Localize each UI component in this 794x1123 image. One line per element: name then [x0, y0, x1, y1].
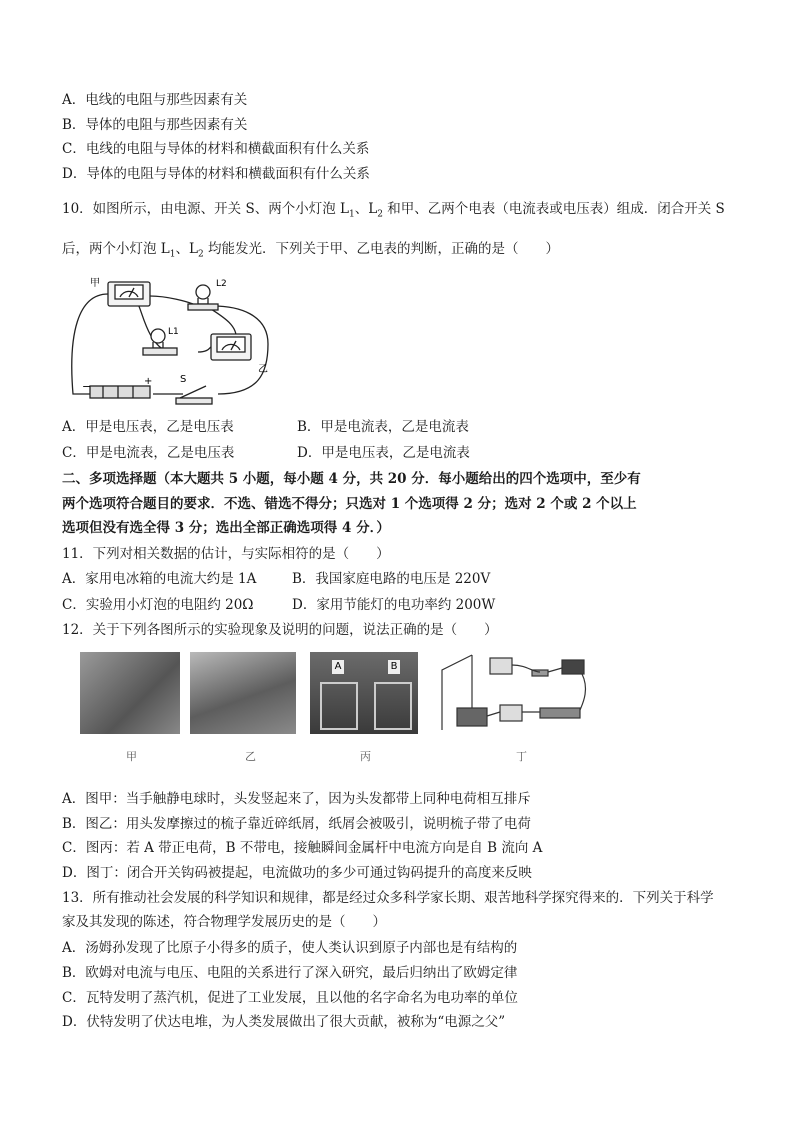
q11-option-a: A．家用电冰箱的电流大约是 1A	[62, 571, 257, 587]
q12-stem: 12．关于下列各图所示的实验现象及说明的问题，说法正确的是（ ）	[62, 622, 498, 638]
photo-jia	[80, 652, 180, 734]
q9-option-b: B．导体的电阻与那些因素有关	[62, 117, 248, 133]
section2-header-line3: 选项但没有选全得 3 分；选出全部正确选项得 4 分．）	[62, 520, 390, 536]
q12-option-a: A．图甲：当手触静电球时，头发竖起来了，因为头发都带上同种电荷相互排斥	[62, 791, 531, 807]
q9-option-a: A．电线的电阻与那些因素有关	[62, 92, 248, 108]
electroscope-a	[320, 682, 358, 730]
subscript: 2	[197, 249, 204, 260]
caption-jia: 甲	[126, 750, 137, 763]
q13-stem-line2: 家及其发现的陈述，符合物理学发展历史的是（ ）	[62, 914, 386, 930]
section2-header-line1: 二、多项选择题（本大题共 5 小题，每小题 4 分，共 20 分．每小题给出的四个选项中，至少有	[62, 471, 641, 487]
caption-ding: 丁	[516, 750, 527, 763]
label-minus: −	[82, 380, 92, 393]
label-yi: 乙	[258, 364, 268, 375]
q10-text: 10．如图所示，由电源、开关 S、两个小灯泡 L	[62, 201, 349, 217]
q13-stem-line1: 13．所有推动社会发展的科学知识和规律，都是经过众多科学家长期、艰苦地科学探究得来的．下列关于科学	[62, 890, 714, 906]
electroscope-b	[374, 682, 412, 730]
subscript: 1	[348, 209, 355, 220]
q11-stem: 11．下列对相关数据的估计，与实际相符的是（ ）	[62, 546, 390, 562]
label-L2: L2	[216, 279, 227, 289]
q10-stem-line2	[62, 240, 559, 264]
q10-stem-line1	[62, 200, 725, 224]
label-L1: L1	[168, 327, 179, 337]
label-S: S	[180, 374, 187, 385]
q12-option-c: C．图丙：若 A 带正电荷，B 不带电，接触瞬间金属杆中电流方向是自 B 流向 A	[62, 840, 543, 856]
q10-option-c: C．甲是电流表，乙是电压表	[62, 445, 235, 461]
q10-text: 和甲、乙两个电表（电流表或电压表）组成．闭合开关 S	[382, 201, 725, 217]
photo-ding-circuit	[432, 650, 592, 740]
q10-text: 后，两个小灯泡 L	[62, 241, 170, 257]
caption-bing: 丙	[360, 750, 371, 763]
subscript: 1	[169, 249, 176, 260]
q12-option-b: B．图乙：用头发摩擦过的梳子靠近碎纸屑，纸屑会被吸引，说明梳子带了电荷	[62, 816, 531, 832]
photo-yi	[190, 652, 296, 734]
q13-option-a: A．汤姆孙发现了比原子小得多的质子，使人类认识到原子内部也是有结构的	[62, 940, 518, 956]
q10-text: 均能发光．下列关于甲、乙电表的判断，正确的是（ ）	[203, 241, 559, 257]
q11-option-c: C．实验用小灯泡的电阻约 20Ω	[62, 597, 254, 613]
q10-text: 、L	[175, 241, 198, 257]
photo-bing	[310, 652, 418, 734]
q10-text: 、L	[354, 201, 378, 217]
q9-option-c: C．电线的电阻与导体的材料和横截面积有什么关系	[62, 141, 370, 157]
q10-circuit-diagram	[68, 274, 283, 409]
q13-option-b: B．欧姆对电流与电压、电阻的关系进行了深入研究，最后归纳出了欧姆定律	[62, 965, 518, 981]
subscript: 2	[377, 209, 383, 220]
q13-option-c: C．瓦特发明了蒸汽机，促进了工业发展，且以他的名字命名为电功率的单位	[62, 990, 518, 1006]
label-jia: 甲	[90, 278, 100, 289]
q11-option-b: B．我国家庭电路的电压是 220V	[292, 571, 491, 587]
q10-option-b: B．甲是电流表，乙是电流表	[297, 419, 469, 435]
q9-option-d: D．导体的电阻与导体的材料和横截面积有什么关系	[62, 166, 370, 182]
q11-option-d: D．家用节能灯的电功率约 200W	[292, 597, 496, 613]
q12-option-d: D．图丁：闭合开关钩码被提起，电流做功的多少可通过钩码提升的高度来反映	[62, 865, 532, 881]
q13-option-d: D．伏特发明了伏达电堆，为人类发展做出了很大贡献，被称为“电源之父”	[62, 1014, 506, 1030]
caption-yi: 乙	[245, 750, 256, 763]
panel-label-a: A	[332, 660, 344, 674]
panel-label-b: B	[388, 660, 400, 674]
section2-header-line2: 两个选项符合题目的要求．不选、错选不得分；只选对 1 个选项得 2 分；选对 2 个或 2 个以上	[62, 496, 637, 512]
q10-option-a: A．甲是电压表，乙是电压表	[62, 419, 234, 435]
q10-option-d: D．甲是电压表，乙是电流表	[297, 445, 470, 461]
label-plus: +	[144, 376, 153, 387]
